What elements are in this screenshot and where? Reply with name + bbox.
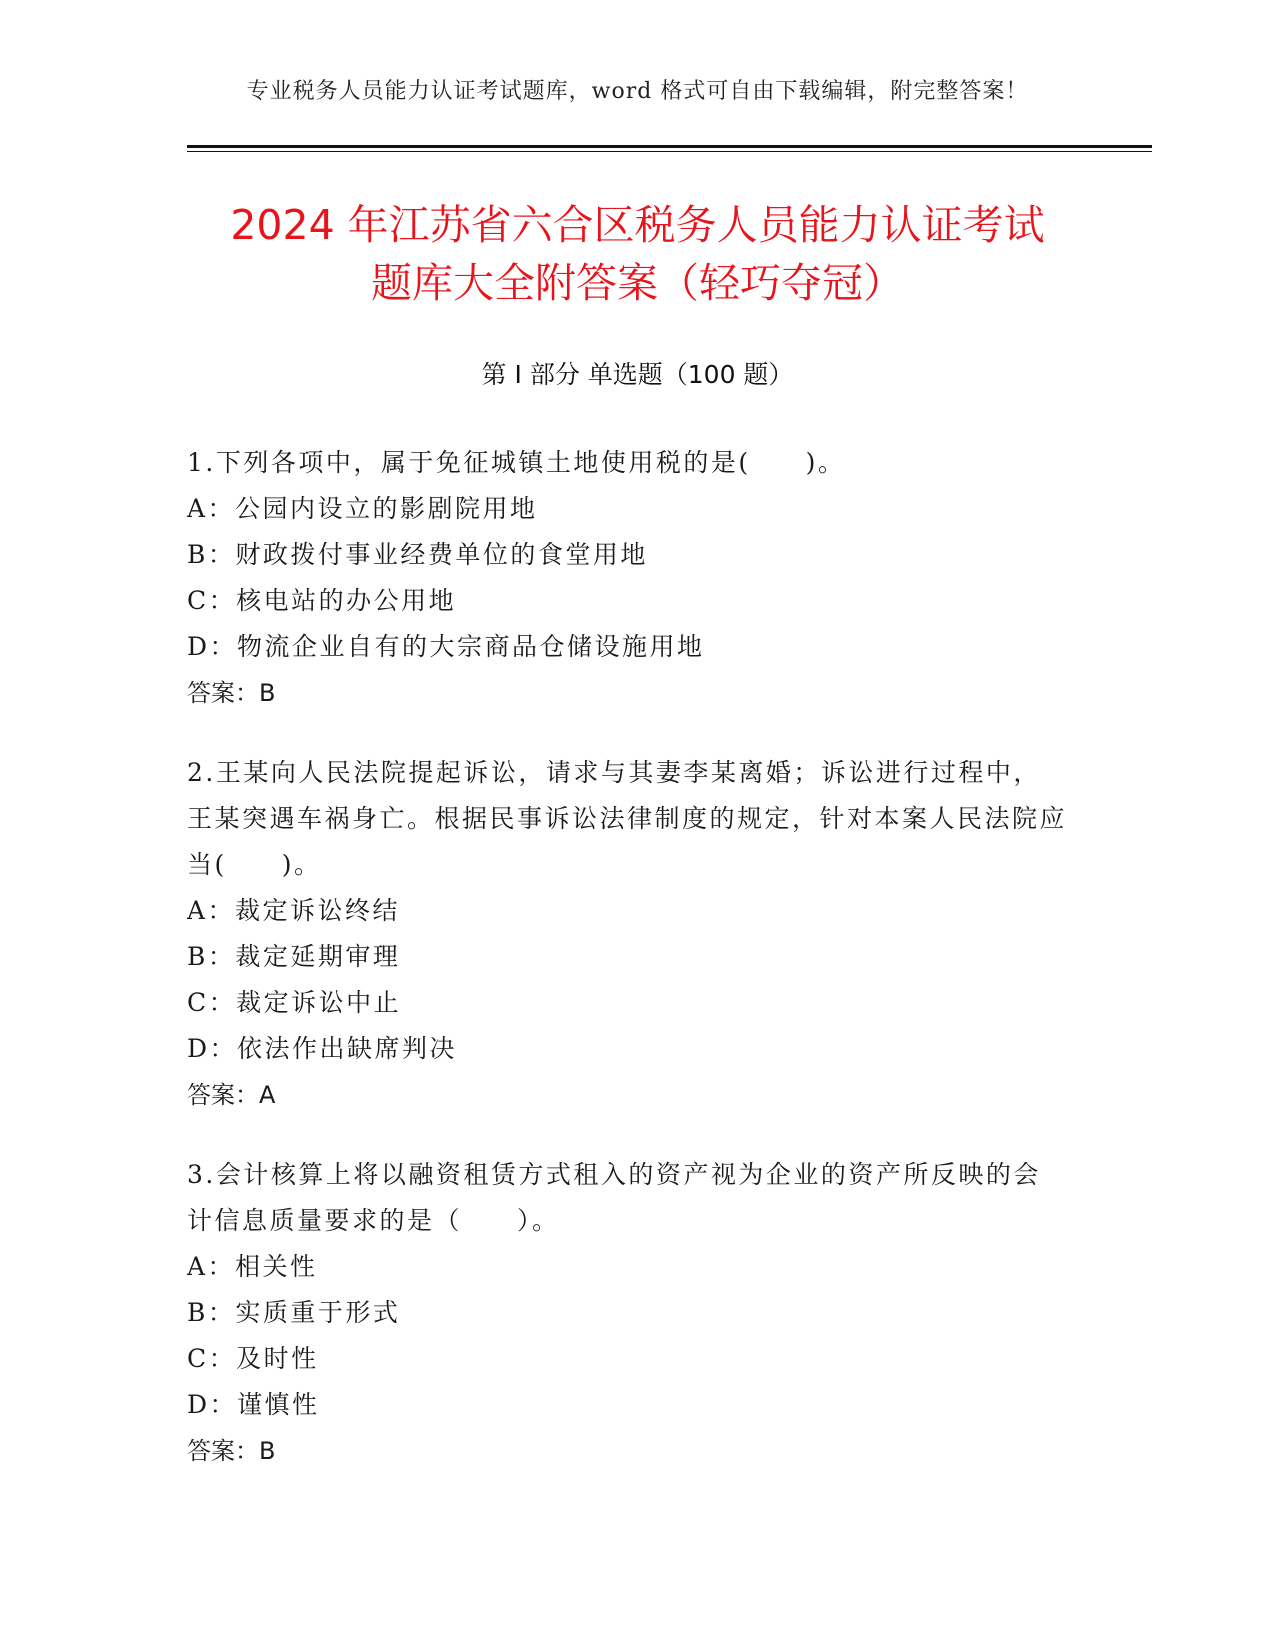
option-c: C：及时性 <box>187 1344 319 1373</box>
question-stem: 3.会计核算上将以融资租赁方式租入的资产视为企业的资产所反映的会计信息质量要求的是（ ）。 <box>187 1160 1041 1235</box>
answer: 答案：B <box>187 679 276 707</box>
header-rule-thin <box>187 151 1152 152</box>
option-d: D：谨慎性 <box>187 1390 320 1419</box>
question-2 <box>187 750 1067 1118</box>
option-c: C：核电站的办公用地 <box>187 586 457 615</box>
header-note: 专业税务人员能力认证考试题库，word 格式可自由下载编辑，附完整答案！ <box>246 79 1029 104</box>
option-d: D：依法作出缺席判决 <box>187 1034 458 1063</box>
option-d: D：物流企业自有的大宗商品仓储设施用地 <box>187 632 705 661</box>
question-1 <box>187 440 1067 716</box>
option-a: A：相关性 <box>187 1252 318 1281</box>
option-b: B：财政拨付事业经费单位的食堂用地 <box>187 540 648 569</box>
option-b: B：裁定延期审理 <box>187 942 401 971</box>
document-title-line-1: 2024 年江苏省六合区税务人员能力认证考试 <box>230 201 1045 249</box>
option-c: C：裁定诉讼中止 <box>187 988 402 1017</box>
option-b: B：实质重于形式 <box>187 1298 401 1327</box>
document-title-line-2: 题库大全附答案（轻巧夺冠） <box>371 259 904 307</box>
question-list <box>187 440 1067 1508</box>
answer: 答案：A <box>187 1081 276 1109</box>
question-stem: 2.王某向人民法院提起诉讼，请求与其妻李某离婚；诉讼进行过程中，王某突遇车祸身亡。根据民事诉讼法律制度的规定，针对本案人民法院应当( )。 <box>187 758 1068 879</box>
question-3 <box>187 1152 1067 1474</box>
option-a: A：公园内设立的影剧院用地 <box>187 494 538 523</box>
answer: 答案：B <box>187 1437 276 1465</box>
option-a: A：裁定诉讼终结 <box>187 896 401 925</box>
section-title: 第 I 部分 单选题（100 题） <box>481 360 794 389</box>
document-title <box>170 196 1105 312</box>
question-stem: 1.下列各项中，属于免征城镇土地使用税的是( )。 <box>187 448 846 477</box>
header-rule-thick <box>187 145 1152 148</box>
